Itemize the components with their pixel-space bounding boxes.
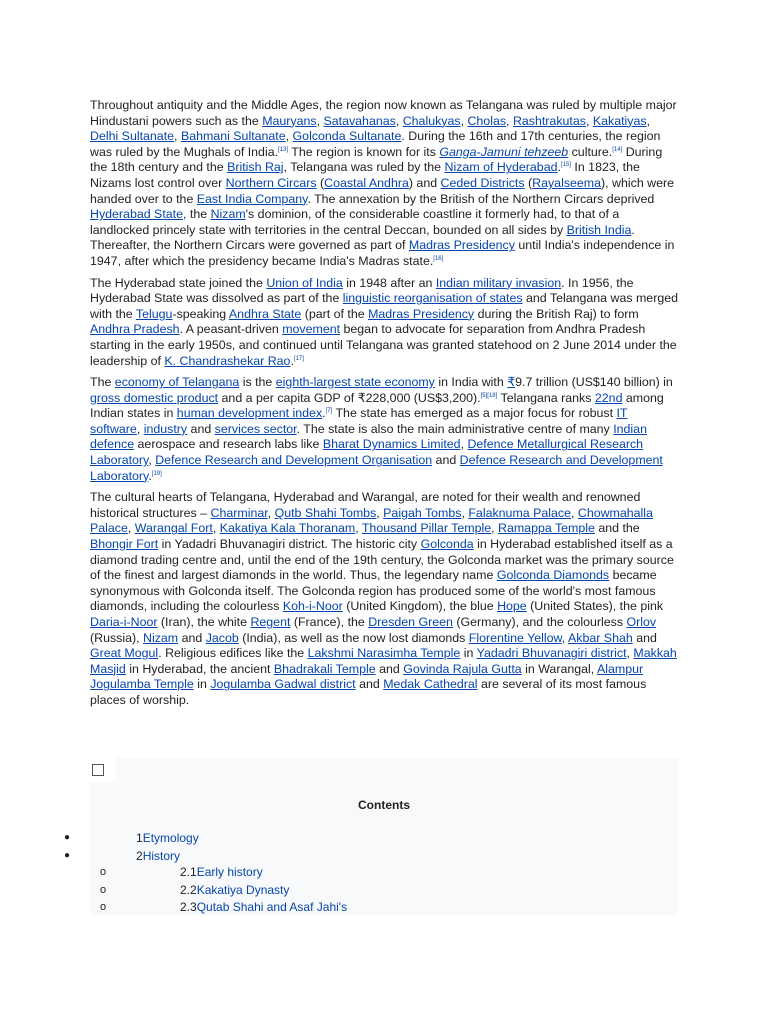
article-link[interactable]: Kakatiyas <box>592 113 647 128</box>
article-link[interactable]: Golconda <box>420 537 474 552</box>
article-link[interactable]: Chowmahalla Palace <box>90 505 653 536</box>
article-link[interactable]: Nizam <box>210 207 246 222</box>
toc-circle-icon: o <box>100 901 107 913</box>
body-text: . The state is also the main administrative centre of many <box>296 421 614 436</box>
body-text: The Hyderabad state joined the <box>90 275 267 290</box>
article-link[interactable]: Mauryans <box>262 113 317 128</box>
body-text: (Germany), and the colourless <box>452 615 627 629</box>
body-text: , the <box>183 207 211 222</box>
body-text: , <box>316 113 324 128</box>
body-text: and <box>375 661 404 676</box>
body-text: and Telangana was merged with the <box>90 291 678 321</box>
article-link[interactable]: movement <box>282 322 341 337</box>
body-text: in 1948 after an <box>342 275 436 290</box>
body-text: (Iran), the white <box>157 615 251 629</box>
body-text: . Religious edifices like the <box>158 646 308 661</box>
body-text: . Thereafter, the Northern Circars were governed as part of <box>90 222 635 253</box>
body-text: during the British Raj) to form <box>474 306 639 321</box>
body-text: . <box>290 353 294 368</box>
toc-link[interactable]: Etymology <box>142 831 199 845</box>
article-link[interactable]: Yadadri Bhuvanagiri district <box>476 646 627 661</box>
article-link[interactable]: Satavahanas <box>323 113 396 128</box>
body-text: and <box>432 453 460 468</box>
body-text: is the <box>239 375 276 390</box>
article-link[interactable]: Bhadrakali Temple <box>273 661 376 676</box>
article-link[interactable]: Coastal Andhra <box>324 175 409 190</box>
toc-link[interactable]: Kakatiya Dynasty <box>196 883 290 897</box>
body-text: , <box>460 437 468 452</box>
article-link[interactable]: Paigah Tombs <box>383 505 462 520</box>
article-link[interactable]: gross domestic product <box>90 390 219 405</box>
toc-link[interactable]: Early history <box>196 865 263 879</box>
body-text: ), which were handed over to the <box>90 175 675 206</box>
article-link[interactable]: Madras Presidency <box>368 306 475 321</box>
toc-number: 2.2 <box>180 883 197 897</box>
article-link[interactable]: Madras Presidency <box>408 238 515 253</box>
citation-ref[interactable]: [18] <box>487 392 498 399</box>
body-text: , <box>585 113 593 128</box>
body-text: , <box>174 129 181 144</box>
article-link[interactable]: Florentine Yellow <box>468 630 562 645</box>
body-text: , <box>646 113 651 128</box>
body-text: . <box>148 468 152 483</box>
citation-ref[interactable]: [7] <box>325 408 333 415</box>
body-text: , <box>148 453 156 468</box>
article-link[interactable]: Defence Research and Development Laboratory <box>90 453 663 483</box>
body-text: and the <box>594 521 640 536</box>
article-link[interactable]: ₹ <box>507 375 516 390</box>
body-text: Telangana ranks <box>497 390 595 405</box>
citation-ref[interactable]: [16] <box>433 255 444 262</box>
article-link[interactable]: Bahmani Sultanate <box>180 129 286 144</box>
body-text: . During the 16th and 17th centuries, the region was ruled by the Mughals of India. <box>90 129 661 159</box>
body-text: 's dominion, of the considerable coastline it formerly had, to that of a landlocked princely state with territories in the central Deccan, bounded on all sides by <box>90 207 620 237</box>
body-text: In 1823, the Nizams lost control over <box>90 160 640 190</box>
article-link[interactable]: Akbar Shah <box>568 630 633 645</box>
body-text: in Hyderabad established itself as a diamond trading centre and, until the end of the 19th century, the Golconda market was the primary source of the finest and largest diamonds in the world. Thus, the legendary name <box>90 537 674 583</box>
article-link[interactable]: Bhongir Fort <box>90 537 159 552</box>
article-link[interactable]: Kakatiya Kala Thoranam <box>219 521 356 536</box>
body-text: and <box>187 421 215 436</box>
article-link[interactable]: industry <box>143 421 188 436</box>
article-link[interactable]: Ramappa Temple <box>498 521 595 536</box>
toc-circle-icon: o <box>100 866 107 878</box>
article-link[interactable]: Govinda Rajula Gutta <box>403 661 522 676</box>
citation-ref[interactable]: [13] <box>278 146 289 153</box>
body-text: ( <box>316 175 325 190</box>
article-link[interactable]: Lakshmi Narasimha Temple <box>307 646 461 661</box>
checkbox-icon[interactable] <box>92 764 104 776</box>
body-text: . The annexation by the British of the Northern Circars deprived <box>307 191 655 206</box>
body-text: in Warangal, <box>521 661 597 676</box>
body-text: The cultural hearts of Telangana, Hyderabad and Warangal, are noted for their wealth and renowned historical structures – <box>90 490 641 520</box>
citation-ref[interactable]: [5] <box>480 392 488 399</box>
article-link[interactable]: human development index <box>176 406 323 421</box>
article-link[interactable]: Jacob <box>205 630 239 645</box>
body-text: culture. <box>568 144 613 159</box>
paragraph-statehood <box>90 276 680 370</box>
body-text: 9.7 trillion (US$140 billion) in <box>515 375 673 390</box>
article-link[interactable]: Indian defence <box>90 421 647 452</box>
article-link[interactable]: Jogulamba Gadwal district <box>210 677 356 692</box>
body-text: , <box>285 129 293 144</box>
article-link[interactable]: Hope <box>497 599 527 614</box>
body-text: , <box>561 630 568 645</box>
body-text: and <box>632 630 657 645</box>
article-link[interactable]: eighth-largest state economy <box>275 375 435 390</box>
article-link[interactable]: Makkah Masjid <box>90 646 677 676</box>
toc-number: 2.1 <box>180 865 197 879</box>
article-link[interactable]: 22nd <box>594 390 623 405</box>
toc-number: 1 <box>136 831 143 845</box>
body-text: . In 1956, the Hyderabad State was dissolved as part of the <box>90 275 634 306</box>
article-link[interactable]: Bharat Dynamics Limited <box>322 437 461 452</box>
body-text: in <box>460 646 477 661</box>
article-link[interactable]: Cholas <box>467 113 507 128</box>
body-text: (part of the <box>301 306 369 321</box>
article-link[interactable]: Golconda Diamonds <box>496 568 610 583</box>
toc-toggle[interactable] <box>90 758 116 782</box>
body-text: The <box>90 375 115 390</box>
article-link[interactable]: Falaknuma Palace <box>468 505 571 520</box>
body-text: (United Kingdom), the blue <box>342 599 498 614</box>
article-body <box>90 98 680 715</box>
paragraph-culture <box>90 490 680 708</box>
toc-item[interactable] <box>180 865 263 879</box>
article-link[interactable]: Thousand Pillar Temple <box>361 521 492 536</box>
body-text: in Yadadri Bhuvanagiri district. The historic city <box>158 537 421 552</box>
article-link[interactable]: IT software <box>90 406 628 436</box>
article-link[interactable]: Defence Research and Development Organisation <box>155 453 433 468</box>
body-text: . A peasant-driven <box>179 322 283 337</box>
article-link[interactable]: Nizam of Hyderabad <box>444 160 558 175</box>
body-text: ( <box>524 175 533 190</box>
article-link[interactable]: Golconda Sultanate <box>292 129 402 144</box>
toc-item[interactable] <box>136 849 180 863</box>
article-link[interactable]: Ganga-Jamuni tehzeeb <box>439 144 569 159</box>
body-text: began to advocate for separation from Andhra Pradesh starting in the early 1950s, and continued until Telangana was granted statehood on 2 June 2014 under the leadership of <box>90 322 677 368</box>
article-link[interactable]: Telugu <box>135 306 173 321</box>
article-link[interactable]: British India <box>566 222 632 237</box>
citation-ref[interactable]: [17] <box>293 355 304 362</box>
paragraph-history <box>90 98 680 270</box>
body-text: , Telangana was ruled by the <box>283 160 445 175</box>
article-link[interactable]: Charminar <box>210 505 268 520</box>
body-text: The state has emerged as a major focus for robust <box>332 406 617 421</box>
citation-ref[interactable]: [19] <box>151 470 162 477</box>
toc-item[interactable] <box>180 883 289 897</box>
article-link[interactable]: K. Chandrashekar Rao <box>164 353 291 368</box>
body-text: , <box>395 113 403 128</box>
body-text: -speaking <box>172 306 229 321</box>
body-text: , <box>127 521 135 536</box>
article-link[interactable]: Andhra Pradesh <box>90 322 180 337</box>
body-text: and a per capita GDP of ₹228,000 (US$3,200). <box>218 390 481 405</box>
body-text: are several of its most famous places of worship. <box>90 677 647 707</box>
body-text: , <box>355 521 362 536</box>
toc-title: Contents <box>358 798 410 812</box>
body-text: , <box>506 113 513 128</box>
toc-bullet-icon: ● <box>64 832 71 843</box>
article-link[interactable]: Dresden Green <box>368 615 453 629</box>
citation-ref[interactable]: [15] <box>560 162 571 169</box>
article-link[interactable]: Andhra State <box>228 306 302 321</box>
article-link[interactable]: Daria-i-Noor <box>90 615 158 629</box>
article-link[interactable]: Orlov <box>626 615 657 629</box>
body-text: During the 18th century and the <box>90 144 663 175</box>
article-link[interactable]: Indian military invasion <box>435 275 562 290</box>
toc-bullet-icon: ● <box>64 850 71 861</box>
toc-item[interactable] <box>180 900 347 914</box>
article-link[interactable]: services sector <box>214 421 297 436</box>
body-text: . <box>322 406 326 421</box>
article-link[interactable]: Koh-i-Noor <box>282 599 343 614</box>
body-text: became synonymous with Golconda itself. The Golconda region has produced some of the world's most famous diamonds, including the colourless <box>90 568 657 614</box>
body-text: (India), as well as the now lost diamonds <box>238 630 469 645</box>
article-link[interactable]: East India Company <box>196 191 308 206</box>
article-link[interactable]: Warangal Fort <box>134 521 213 536</box>
body-text: , <box>136 421 144 436</box>
body-text: and <box>178 630 206 645</box>
toc-link[interactable]: Qutab Shahi and Asaf Jahi's <box>196 900 348 914</box>
body-text: The region is known for its <box>288 144 440 159</box>
body-text: in India with <box>434 375 508 390</box>
body-text: Throughout antiquity and the Middle Ages, the region now known as Telangana was ruled by multiple major Hindustani powers such as the <box>90 98 677 128</box>
body-text: (United States), the pink <box>526 599 664 614</box>
toc-number: 2 <box>136 849 143 863</box>
body-text: , <box>376 505 384 520</box>
article-link[interactable]: Defence Metallurgical Research Laboratory <box>90 437 644 468</box>
body-text: , <box>460 113 468 128</box>
toc-item[interactable] <box>136 831 199 845</box>
article-link[interactable]: Union of India <box>266 275 343 290</box>
citation-ref[interactable]: [14] <box>612 146 623 153</box>
body-text: , <box>461 505 469 520</box>
article-link[interactable]: British Raj <box>227 160 284 175</box>
body-text: , <box>267 505 275 520</box>
body-text: , <box>212 521 220 536</box>
body-text: , <box>570 505 578 520</box>
toc-link[interactable]: History <box>142 849 181 863</box>
body-text: in <box>193 677 211 692</box>
body-text: ) and <box>408 175 441 190</box>
article-link[interactable]: Hyderabad State <box>90 207 183 222</box>
toc-circle-icon: o <box>100 884 107 896</box>
article-link[interactable]: Rashtrakutas <box>512 113 586 128</box>
article-link[interactable]: Rayalseema <box>532 175 602 190</box>
body-text: . <box>557 160 561 175</box>
body-text: in Hyderabad, the ancient <box>125 661 274 676</box>
article-link[interactable]: Chalukyas <box>402 113 461 128</box>
body-text: , <box>491 521 499 536</box>
article-link[interactable]: linguistic reorganisation of states <box>342 291 523 306</box>
toc-number: 2.3 <box>180 900 197 914</box>
article-link[interactable]: Alampur Jogulamba Temple <box>90 661 644 692</box>
article-link[interactable]: Regent <box>250 615 291 629</box>
article-link[interactable]: economy of Telangana <box>114 375 240 390</box>
article-link[interactable]: Ceded Districts <box>440 175 525 190</box>
paragraph-economy <box>90 375 680 484</box>
body-text: , <box>626 646 634 661</box>
article-link[interactable]: Delhi Sultanate <box>90 129 175 144</box>
article-link[interactable]: Northern Circars <box>225 175 317 190</box>
article-link[interactable]: Nizam <box>143 630 179 645</box>
article-link[interactable]: Qutb Shahi Tombs <box>274 505 377 520</box>
article-link[interactable]: Great Mogul <box>90 646 159 661</box>
body-text: aerospace and research labs like <box>134 437 323 452</box>
body-text: and <box>355 677 384 692</box>
article-link[interactable]: Medak Cathedral <box>383 677 478 692</box>
body-text: (Russia), <box>90 630 144 645</box>
body-text: among Indian states in <box>90 390 664 421</box>
body-text: (France), the <box>290 615 369 629</box>
body-text: until India's independence in 1947, after which the presidency became India's Madras state. <box>90 238 675 268</box>
